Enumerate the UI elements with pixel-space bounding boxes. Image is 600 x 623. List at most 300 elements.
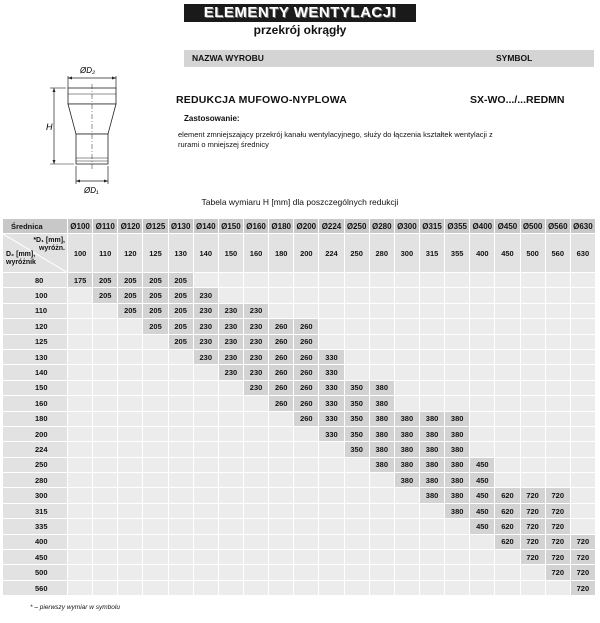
table-cell — [118, 565, 143, 580]
table-cell: 260 — [269, 365, 294, 380]
table-cell — [243, 426, 268, 441]
table-row — [3, 580, 596, 595]
table-cell: 260 — [294, 380, 319, 395]
table-cell — [118, 457, 143, 472]
table-cell — [68, 319, 93, 334]
table-row — [3, 365, 596, 380]
table-cell — [369, 334, 394, 349]
table-cell: 205 — [143, 319, 168, 334]
d1-value: 224 — [319, 234, 344, 273]
column-header: Ø140 — [193, 219, 218, 234]
d1-axis-label: *D₁ [mm], — [33, 237, 65, 244]
table-cell: 720 — [570, 565, 595, 580]
table-cell — [269, 411, 294, 426]
table-cell — [470, 365, 495, 380]
table-cell — [218, 396, 243, 411]
column-header: Ø120 — [118, 219, 143, 234]
table-cell — [545, 380, 570, 395]
table-cell — [419, 534, 444, 549]
table-cell — [394, 319, 419, 334]
table-cell — [118, 349, 143, 364]
table-cell — [470, 349, 495, 364]
table-cell — [168, 457, 193, 472]
column-header: Ø200 — [294, 219, 319, 234]
table-cell: 380 — [445, 457, 470, 472]
table-cell: 380 — [445, 488, 470, 503]
table-cell — [143, 365, 168, 380]
d2-row-label: 315 — [3, 503, 68, 518]
table-cell: 205 — [93, 288, 118, 303]
table-cell — [118, 365, 143, 380]
table-cell — [294, 442, 319, 457]
table-cell — [495, 457, 520, 472]
table-cell — [193, 396, 218, 411]
table-cell — [118, 550, 143, 565]
table-cell — [93, 488, 118, 503]
d1-value: 300 — [394, 234, 419, 273]
table-cell: 330 — [319, 426, 344, 441]
d2-row-label: 200 — [3, 426, 68, 441]
table-cell — [369, 303, 394, 318]
table-cell — [143, 457, 168, 472]
table-cell — [68, 488, 93, 503]
table-cell — [93, 411, 118, 426]
table-cell — [168, 503, 193, 518]
table-cell — [495, 565, 520, 580]
d2-row-label: 224 — [3, 442, 68, 457]
table-cell — [218, 519, 243, 534]
table-cell — [218, 580, 243, 595]
table-cell — [570, 273, 595, 288]
d2-row-label: 300 — [3, 488, 68, 503]
table-cell: 380 — [394, 473, 419, 488]
table-cell — [495, 349, 520, 364]
column-header: Ø110 — [93, 219, 118, 234]
table-cell: 230 — [193, 288, 218, 303]
table-cell — [218, 457, 243, 472]
table-cell — [495, 396, 520, 411]
table-cell — [294, 303, 319, 318]
table-cell — [269, 303, 294, 318]
table-cell — [545, 396, 570, 411]
table-cell — [294, 550, 319, 565]
table-cell — [394, 550, 419, 565]
table-cell: 350 — [344, 426, 369, 441]
table-cell — [294, 273, 319, 288]
table-cell — [394, 565, 419, 580]
column-header: Ø500 — [520, 219, 545, 234]
table-cell — [294, 488, 319, 503]
table-row — [3, 303, 596, 318]
table-cell — [68, 380, 93, 395]
table-cell — [193, 426, 218, 441]
table-cell — [143, 534, 168, 549]
d2-row-label: 150 — [3, 380, 68, 395]
table-cell — [570, 442, 595, 457]
d1-value: 315 — [419, 234, 444, 273]
table-row — [3, 550, 596, 565]
table-cell — [294, 473, 319, 488]
table-cell — [520, 380, 545, 395]
d1-value: 280 — [369, 234, 394, 273]
table-cell — [118, 411, 143, 426]
table-cell — [93, 473, 118, 488]
table-cell — [545, 426, 570, 441]
product-name: REDUKCJA MUFOWO-NYPLOWA — [176, 94, 348, 106]
table-cell — [68, 442, 93, 457]
table-cell — [68, 303, 93, 318]
column-header: Ø560 — [545, 219, 570, 234]
table-cell: 260 — [294, 334, 319, 349]
table-cell — [243, 396, 268, 411]
table-cell: 330 — [319, 349, 344, 364]
table-cell — [495, 550, 520, 565]
d1-value: 120 — [118, 234, 143, 273]
table-cell: 230 — [218, 349, 243, 364]
page-title: ELEMENTY WENTYLACJI — [184, 4, 416, 22]
table-row — [3, 334, 596, 349]
d2-row-label: 280 — [3, 473, 68, 488]
column-header: Ø250 — [344, 219, 369, 234]
table-cell — [369, 273, 394, 288]
table-cell — [570, 411, 595, 426]
table-cell — [243, 473, 268, 488]
table-cell: 330 — [319, 365, 344, 380]
table-cell: 350 — [344, 442, 369, 457]
table-cell — [93, 503, 118, 518]
table-cell — [68, 334, 93, 349]
table-cell — [243, 411, 268, 426]
table-cell: 205 — [118, 288, 143, 303]
table-cell — [168, 365, 193, 380]
table-cell — [168, 396, 193, 411]
table-cell — [269, 488, 294, 503]
table-cell — [269, 457, 294, 472]
table-cell — [445, 365, 470, 380]
table-cell — [419, 519, 444, 534]
d1-axis-label-2: wyróżn. — [38, 245, 65, 252]
table-cell — [93, 365, 118, 380]
table-cell: 260 — [294, 319, 319, 334]
table-cell: 230 — [218, 334, 243, 349]
product-header-band — [184, 50, 594, 67]
table-cell — [68, 396, 93, 411]
table-cell — [143, 349, 168, 364]
table-cell — [68, 580, 93, 595]
table-cell — [143, 334, 168, 349]
table-cell — [168, 442, 193, 457]
table-cell — [369, 488, 394, 503]
table-row — [3, 503, 596, 518]
table-cell — [545, 303, 570, 318]
table-cell: 205 — [143, 303, 168, 318]
table-cell — [495, 334, 520, 349]
table-cell: 380 — [369, 380, 394, 395]
table-cell — [545, 442, 570, 457]
table-cell — [168, 349, 193, 364]
table-cell: 380 — [369, 442, 394, 457]
symbol-column-label: SYMBOL — [496, 53, 533, 63]
column-header: Ø224 — [319, 219, 344, 234]
d2-row-label: 450 — [3, 550, 68, 565]
table-cell — [369, 534, 394, 549]
table-cell — [570, 396, 595, 411]
table-cell — [470, 273, 495, 288]
table-cell — [193, 473, 218, 488]
table-cell — [93, 565, 118, 580]
table-cell: 450 — [470, 488, 495, 503]
table-header-row — [3, 219, 596, 234]
table-cell — [344, 319, 369, 334]
table-cell — [470, 319, 495, 334]
table-cell — [93, 303, 118, 318]
column-header: Ø130 — [168, 219, 193, 234]
d1-value: 630 — [570, 234, 595, 273]
table-cell — [344, 503, 369, 518]
table-cell — [218, 534, 243, 549]
table-cell — [143, 488, 168, 503]
table-cell — [269, 442, 294, 457]
table-cell: 205 — [118, 273, 143, 288]
table-cell — [495, 365, 520, 380]
table-cell — [243, 519, 268, 534]
table-cell — [445, 334, 470, 349]
table-cell — [369, 503, 394, 518]
table-cell — [570, 334, 595, 349]
table-cell — [419, 349, 444, 364]
table-cell: 380 — [419, 442, 444, 457]
d1-value: 355 — [445, 234, 470, 273]
d1-value: 125 — [143, 234, 168, 273]
table-cell — [394, 503, 419, 518]
table-cell — [243, 534, 268, 549]
table-cell: 260 — [269, 334, 294, 349]
table-cell — [319, 334, 344, 349]
table-cell — [520, 411, 545, 426]
table-cell — [168, 534, 193, 549]
table-cell — [319, 473, 344, 488]
table-cell — [68, 550, 93, 565]
table-cell — [419, 550, 444, 565]
table-cell — [419, 503, 444, 518]
table-cell — [470, 303, 495, 318]
column-header: Ø160 — [243, 219, 268, 234]
table-cell: 230 — [193, 303, 218, 318]
d2-row-label: 120 — [3, 319, 68, 334]
table-cell — [369, 319, 394, 334]
table-row — [3, 273, 596, 288]
table-row — [3, 473, 596, 488]
table-cell — [319, 519, 344, 534]
table-cell — [520, 319, 545, 334]
table-cell — [394, 288, 419, 303]
footnote: * – pierwszy wymiar w symbolu — [30, 604, 120, 611]
d2-axis-label: D₂ [mm], — [6, 251, 36, 258]
table-cell: 380 — [419, 488, 444, 503]
table-cell — [143, 473, 168, 488]
table-cell — [93, 319, 118, 334]
table-cell: 260 — [269, 380, 294, 395]
table-row — [3, 442, 596, 457]
table-cell: 230 — [193, 319, 218, 334]
table-cell — [570, 473, 595, 488]
table-cell: 230 — [243, 319, 268, 334]
table-cell — [344, 519, 369, 534]
table-cell: 450 — [470, 457, 495, 472]
table-cell — [243, 580, 268, 595]
table-cell — [193, 442, 218, 457]
table-cell — [520, 565, 545, 580]
table-cell — [319, 273, 344, 288]
table-cell — [570, 319, 595, 334]
table-cell — [495, 273, 520, 288]
column-header: Ø125 — [143, 219, 168, 234]
table-cell — [193, 580, 218, 595]
table-cell — [545, 349, 570, 364]
table-cell — [118, 442, 143, 457]
d2-row-label: 100 — [3, 288, 68, 303]
table-cell — [218, 288, 243, 303]
table-cell: 450 — [470, 473, 495, 488]
table-row — [3, 519, 596, 534]
table-cell: 380 — [445, 426, 470, 441]
table-cell — [294, 580, 319, 595]
d1-value: 400 — [470, 234, 495, 273]
table-cell — [520, 288, 545, 303]
table-cell: 720 — [570, 550, 595, 565]
d1-value: 150 — [218, 234, 243, 273]
table-cell — [193, 534, 218, 549]
table-cell — [243, 550, 268, 565]
table-cell — [68, 503, 93, 518]
table-cell — [118, 380, 143, 395]
table-cell — [394, 380, 419, 395]
table-row — [3, 319, 596, 334]
table-cell: 450 — [470, 519, 495, 534]
table-cell — [193, 550, 218, 565]
table-cell: 380 — [369, 396, 394, 411]
table-cell — [93, 519, 118, 534]
table-cell — [218, 503, 243, 518]
table-cell — [269, 519, 294, 534]
d1-dimension-label: ØD₁ — [84, 186, 99, 195]
table-cell — [470, 380, 495, 395]
table-cell: 380 — [394, 457, 419, 472]
table-cell: 230 — [243, 349, 268, 364]
d1-value: 450 — [495, 234, 520, 273]
table-cell — [118, 334, 143, 349]
d2-row-label: 160 — [3, 396, 68, 411]
table-title: Tabela wymiaru H [mm] dla poszczególnych redukcji — [201, 197, 399, 207]
table-cell — [93, 550, 118, 565]
table-cell: 205 — [168, 319, 193, 334]
table-cell: 720 — [570, 534, 595, 549]
table-cell — [193, 273, 218, 288]
table-cell — [143, 380, 168, 395]
table-cell — [143, 396, 168, 411]
d2-dimension-label: ØD₂ — [80, 66, 96, 75]
table-cell: 450 — [470, 503, 495, 518]
table-cell — [294, 457, 319, 472]
table-cell — [520, 365, 545, 380]
d2-row-label: 180 — [3, 411, 68, 426]
column-header: Ø355 — [445, 219, 470, 234]
table-cell: 720 — [520, 488, 545, 503]
d1-value: 110 — [93, 234, 118, 273]
table-cell — [93, 349, 118, 364]
table-cell: 230 — [243, 334, 268, 349]
usage-label: Zastosowanie: — [184, 114, 240, 123]
table-cell — [445, 534, 470, 549]
table-row — [3, 396, 596, 411]
table-cell — [520, 334, 545, 349]
table-cell: 620 — [495, 534, 520, 549]
table-cell — [344, 273, 369, 288]
table-cell — [218, 473, 243, 488]
table-cell — [68, 365, 93, 380]
table-cell — [193, 519, 218, 534]
d1-value: 140 — [193, 234, 218, 273]
table-cell — [570, 365, 595, 380]
table-cell — [143, 503, 168, 518]
table-cell — [143, 550, 168, 565]
table-cell — [344, 288, 369, 303]
table-cell — [168, 580, 193, 595]
table-cell — [168, 411, 193, 426]
table-cell — [445, 380, 470, 395]
table-cell — [319, 288, 344, 303]
table-cell: 380 — [419, 457, 444, 472]
table-cell: 260 — [269, 396, 294, 411]
table-cell — [344, 534, 369, 549]
d2-row-label: 400 — [3, 534, 68, 549]
table-cell — [369, 550, 394, 565]
table-cell: 720 — [545, 565, 570, 580]
table-cell — [218, 488, 243, 503]
table-cell — [269, 503, 294, 518]
table-cell — [495, 288, 520, 303]
table-cell — [344, 550, 369, 565]
table-cell — [394, 519, 419, 534]
table-cell: 720 — [545, 488, 570, 503]
table-cell — [218, 411, 243, 426]
table-cell — [269, 565, 294, 580]
table-cell — [294, 503, 319, 518]
table-cell — [520, 426, 545, 441]
table-cell — [520, 349, 545, 364]
table-cell — [495, 580, 520, 595]
table-cell: 380 — [445, 411, 470, 426]
table-cell: 720 — [570, 580, 595, 595]
table-cell: 205 — [168, 334, 193, 349]
table-cell — [243, 565, 268, 580]
table-cell — [143, 565, 168, 580]
table-cell — [143, 411, 168, 426]
table-cell — [545, 457, 570, 472]
table-cell: 230 — [218, 319, 243, 334]
table-cell — [394, 303, 419, 318]
table-cell — [294, 534, 319, 549]
table-cell — [369, 580, 394, 595]
table-cell — [118, 519, 143, 534]
table-row — [3, 488, 596, 503]
table-cell — [419, 365, 444, 380]
table-row — [3, 411, 596, 426]
table-cell — [344, 365, 369, 380]
table-cell — [269, 550, 294, 565]
table-cell — [445, 319, 470, 334]
column-header: Ø150 — [218, 219, 243, 234]
